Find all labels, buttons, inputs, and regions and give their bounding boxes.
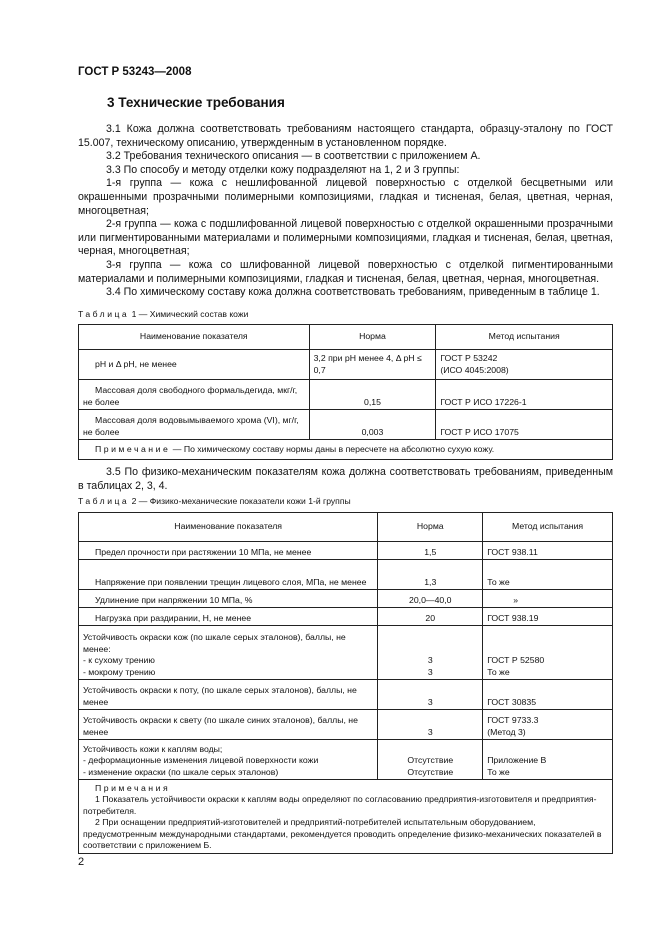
paragraph-3-4: 3.4 По химическому составу кожа должна соответствовать требованиям, приведенным в таблице 1. [106,286,600,299]
table-notes-row [79,780,613,854]
group-3-text: 3-я группа — кожа со шлифованной лицевой поверхностью с отделкой пигментированными материалами и полимерными композициями, гладкая и тисненая, белая, цветная, черная, многоцветная. [78,258,613,285]
requirements-text [78,123,613,300]
table-row: Массовая доля свободного формальдегида, мкг/г, не более 0,15 ГОСТ Р ИСО 17226-1 [79,380,613,410]
table-row: Массовая доля водовымываемого хрома (VI), мг/г, не более 0,003 ГОСТ Р ИСО 17075 [79,410,613,440]
note-text: — По химическому составу нормы даны в пересчете на абсолютно сухую кожу. [172,443,495,454]
table1-chemical-composition [78,324,613,460]
paragraph-3-3: 3.3 По способу и методу отделки кожу подразделяют на 1, 2 и 3 группы: [106,163,460,176]
table-row: Удлинение при напряжении 10 МПа, % 20,0—40,0 » [79,590,613,608]
table-row: Устойчивость кожи к каплям воды; - деформационные изменения лицевой поверхности кожи - изменение окраски (по шкале серых эталонов) Отсутствие Отсутствие Приложение В То же [79,740,613,780]
paragraph-3-2: 3.2 Требования технического описания — в соответствии с приложением А. [106,150,481,163]
group-1-text: 1-я группа — кожа с нешлифованной лицевой поверхностью с отделкой бесцветными или окрашенными прозрачными полимерными композициями, гладкая и тисненая, белая, цветная, черная, многоцветная; [78,177,613,217]
table-note-row [79,440,613,460]
note-1: 1 Показатель устойчивости окраски к каплям воды определяют по согласованию предприятия-изготовителя и предприятия-потребителя. [83,794,597,816]
note-label: Примечание [95,443,171,454]
paragraph-3-1: 3.1 Кожа должна соответствовать требованиям настоящего стандарта, образцу-эталону по ГОСТ 15.007, техническому описанию, утвержденным в установленном порядке. [78,123,613,149]
column-header: Норма [309,325,436,350]
note-2: 2 При оснащении предприятий-изготовителей и предприятий-потребителей испытательным оборудованием, предусмотренным международными стандартами, рекомендуется проводить определение физико-механических показателей в соответствии с приложением Б. [83,817,602,851]
table-header-row [79,325,613,350]
table-row: Устойчивость окраски кож (по шкале серых эталонов), баллы, не менее: - к сухому трению - мокрому трению 3 3 ГОСТ Р 52580 То же [79,626,613,680]
table-row: Нагрузка при раздирании, Н, не менее 20 ГОСТ 938.19 [79,608,613,626]
table-row: pH и Δ pH, не менее 3,2 при pH менее 4, Δ pH ≤ 0,7 ГОСТ Р 53242 (ИСО 4045:2008) [79,350,613,380]
column-header: Метод испытания [436,325,613,350]
paragraph-3-5: 3.5 По физико-механическим показателям кожа должна соответствовать требованиям, приведенным в таблицах 2, 3, 4. [78,466,613,492]
table-row: Предел прочности при растяжении 10 МПа, не менее 1,5 ГОСТ 938.11 [79,542,613,560]
table1-caption: Таблица 1 — Химический состав кожи [78,309,249,319]
column-header: Наименование показателя [79,513,378,542]
table2-physical-mechanical [78,512,613,854]
paragraph-3-5-block [78,466,613,493]
column-header: Наименование показателя [79,325,310,350]
group-2-text: 2-я группа — кожа с подшлифованной лицевой поверхностью с отделкой окрашенными прозрачными или пигментированными материалами и полимерными композициями, гладкая и тисненая, белая, цветная, черная, многоцветная; [78,218,613,258]
column-header: Метод испытания [483,513,613,542]
section-title: 3 Технические требования [107,95,285,110]
table-row: Устойчивость окраски к свету (по шкале синих эталонов), баллы, не менее 3 ГОСТ 9733.3 (Метод 3) [79,710,613,740]
column-header: Норма [378,513,483,542]
notes-label: Примечания [95,783,171,793]
table-row: Устойчивость окраски к поту, (по шкале серых эталонов), баллы, не менее 3 ГОСТ 30835 [79,680,613,710]
table2-caption: Таблица 2 — Физико-механические показатели кожи 1-й группы [78,496,351,506]
document-header: ГОСТ Р 53243—2008 [78,66,192,78]
table-header-row [79,513,613,542]
table-row: Напряжение при появлении трещин лицевого слоя, МПа, не менее 1,3 То же [79,560,613,590]
page-number: 2 [78,856,85,868]
